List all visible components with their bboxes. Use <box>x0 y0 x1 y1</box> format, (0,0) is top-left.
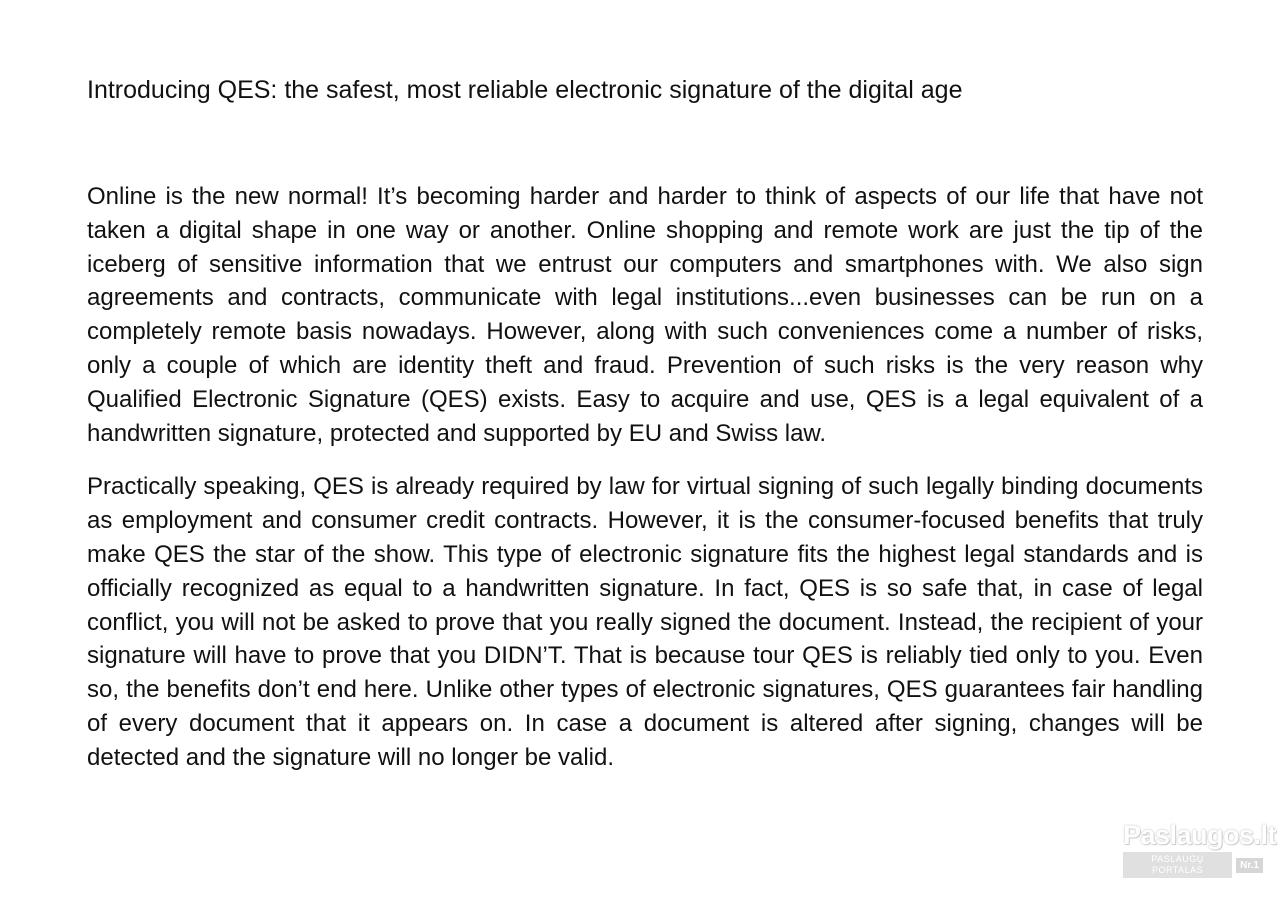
paslaugos-watermark <box>1123 820 1277 878</box>
watermark-rank: Nr.1 <box>1236 858 1263 873</box>
document-title: Introducing QES: the safest, most reliable electronic signature of the digital age <box>87 76 963 104</box>
paragraph-2: Practically speaking, QES is already required by law for virtual signing of such legally binding documents as employment and consumer credit contracts. However, it is the consumer-focused benefits that truly make QES the star of the show. This type of electronic signature fits the highest legal standards and is officially recognized as equal to a handwritten signature. In fact, QES is so safe that, in case of legal conflict, you will not be asked to prove that you really signed the document. Instead, the recipient of your signature will have to prove that you DIDN’T. That is because tour QES is reliably tied only to you. Even so, the benefits don’t end here. Unlike other types of electronic signatures, QES guarantees fair handling of every document that it appears on. In case a document is altered after signing, changes will be detected and the signature will no longer be valid. <box>87 473 1203 771</box>
watermark-tagline: PASLAUGŲ PORTALAS <box>1123 852 1232 878</box>
paragraph-1: Online is the new normal! It’s becoming harder and harder to think of aspects of our life that have not taken a digital shape in one way or another. Online shopping and remote work are just the tip of the iceberg of sensitive information that we entrust our computers and smartphones with. We also sign agreements and contracts, communicate with legal institutions...even businesses can be run on a completely remote basis nowadays. However, along with such conveniences come a number of risks, only a couple of which are identity theft and fraud. Prevention of such risks is the very reason why Qualified Electronic Signature (QES) exists. Easy to acquire and use, QES is a legal equivalent of a handwritten signature, protected and supported by EU and Swiss law. <box>87 183 1203 447</box>
watermark-subline <box>1123 852 1263 878</box>
document-body <box>87 180 1203 795</box>
watermark-name: Paslaugos.lt <box>1123 820 1277 850</box>
